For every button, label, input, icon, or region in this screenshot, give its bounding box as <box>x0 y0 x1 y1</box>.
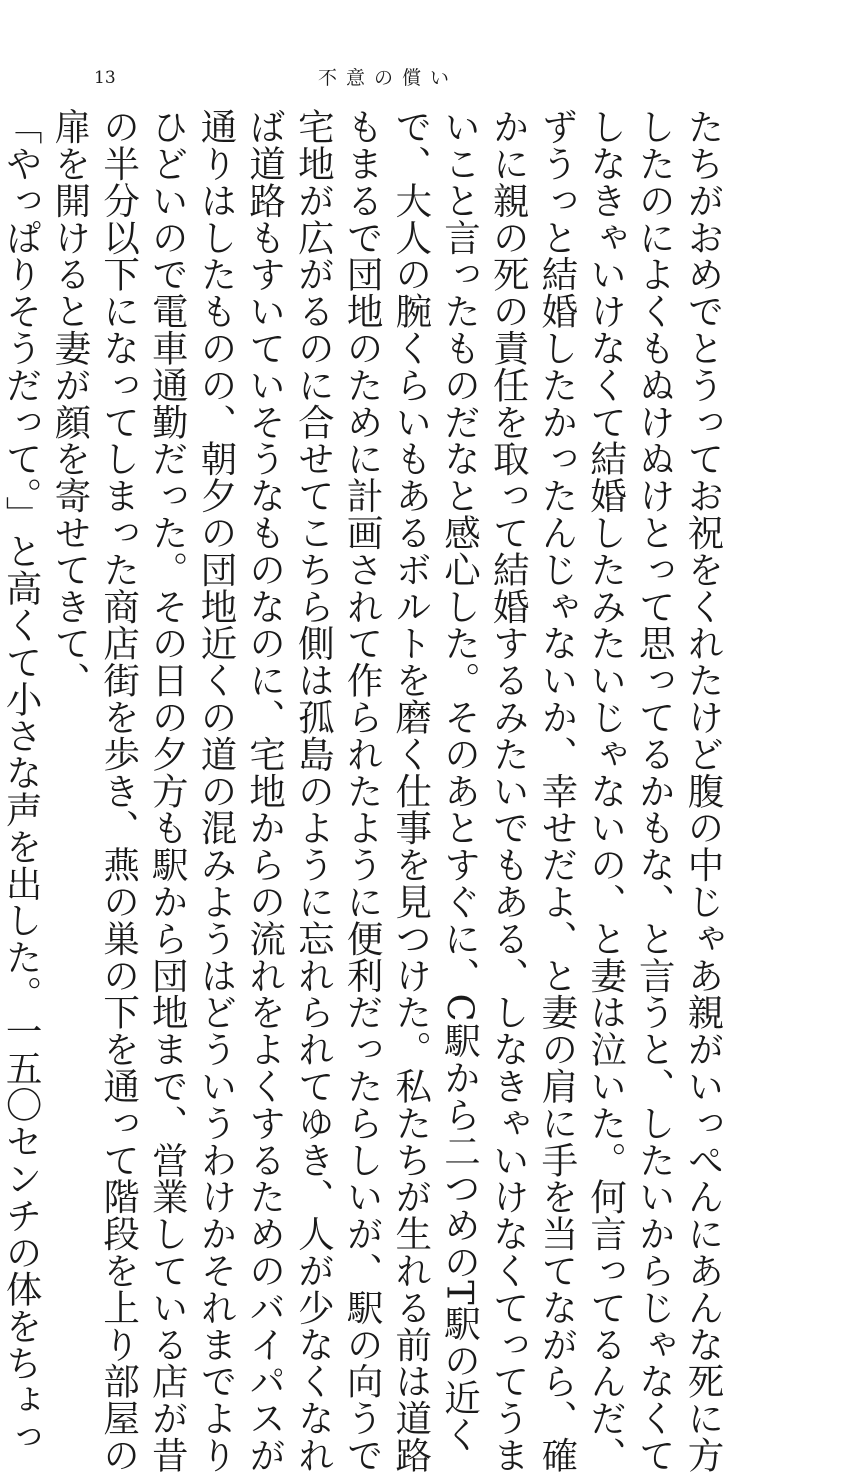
text-column: もまるで団地のために計画されて作られたように便利だったらしいが、駅の向うで <box>341 108 385 1473</box>
text-column: しなきゃいけなくて結婚したみたいじゃないの、と妻は泣いた。何言ってるんだ、 <box>584 108 628 1473</box>
text-column: 扉を開けると妻が顔を寄せてきて、 <box>48 108 92 699</box>
text-column: かに親の死の責任を取って結婚するみたいでもある、しなきゃいけなくてってうま <box>487 108 531 1473</box>
text-column: したのによくもぬけぬけとって思ってるかもな、と言うと、したいからじゃなくて <box>633 108 677 1473</box>
text-column: 通りはしたものの、朝夕の団地近くの道の混みようはどういうわけかそれまでより <box>194 108 238 1473</box>
page-number: 13 <box>94 68 116 88</box>
running-title: 不意の償い <box>318 67 459 89</box>
text-column: 「やっぱりそうだって。」と高くて小さな声を出した。一五〇センチの体をちょっ <box>0 108 44 1456</box>
text-column: で、大人の腕くらいもあるボルトを磨く仕事を見つけた。私たちが生れる前は道路 <box>389 108 433 1473</box>
text-column: ひどいので電車通勤だった。その日の夕方も駅から団地まで、営業している店が昔 <box>146 108 190 1473</box>
text-column: ば道路もすいていそうなものなのに、宅地からの流れをよくするためのバイパスが <box>243 108 287 1473</box>
body-text <box>0 108 727 1473</box>
text-column: の半分以下になってしまった商店街を歩き、燕の巣の下を通って階段を上り部屋の <box>97 108 141 1473</box>
page-header <box>0 66 841 96</box>
text-column: たちがおめでとうってお祝をくれたけど腹の中じゃあ親がいっぺんにあんな死に方 <box>682 108 725 1473</box>
text-column: ずうっと結婚したかったんじゃないか、幸せだよ、と妻の肩に手を当てながら、確 <box>535 108 579 1473</box>
text-column: いこと言ったものだなと感心した。そのあとすぐに、C駅から二つめのT駅の近く <box>438 108 482 1453</box>
text-column: 宅地が広がるのに合せてこちら側は孤島のように忘れられてゆき、人が少なくなれ <box>292 108 336 1473</box>
